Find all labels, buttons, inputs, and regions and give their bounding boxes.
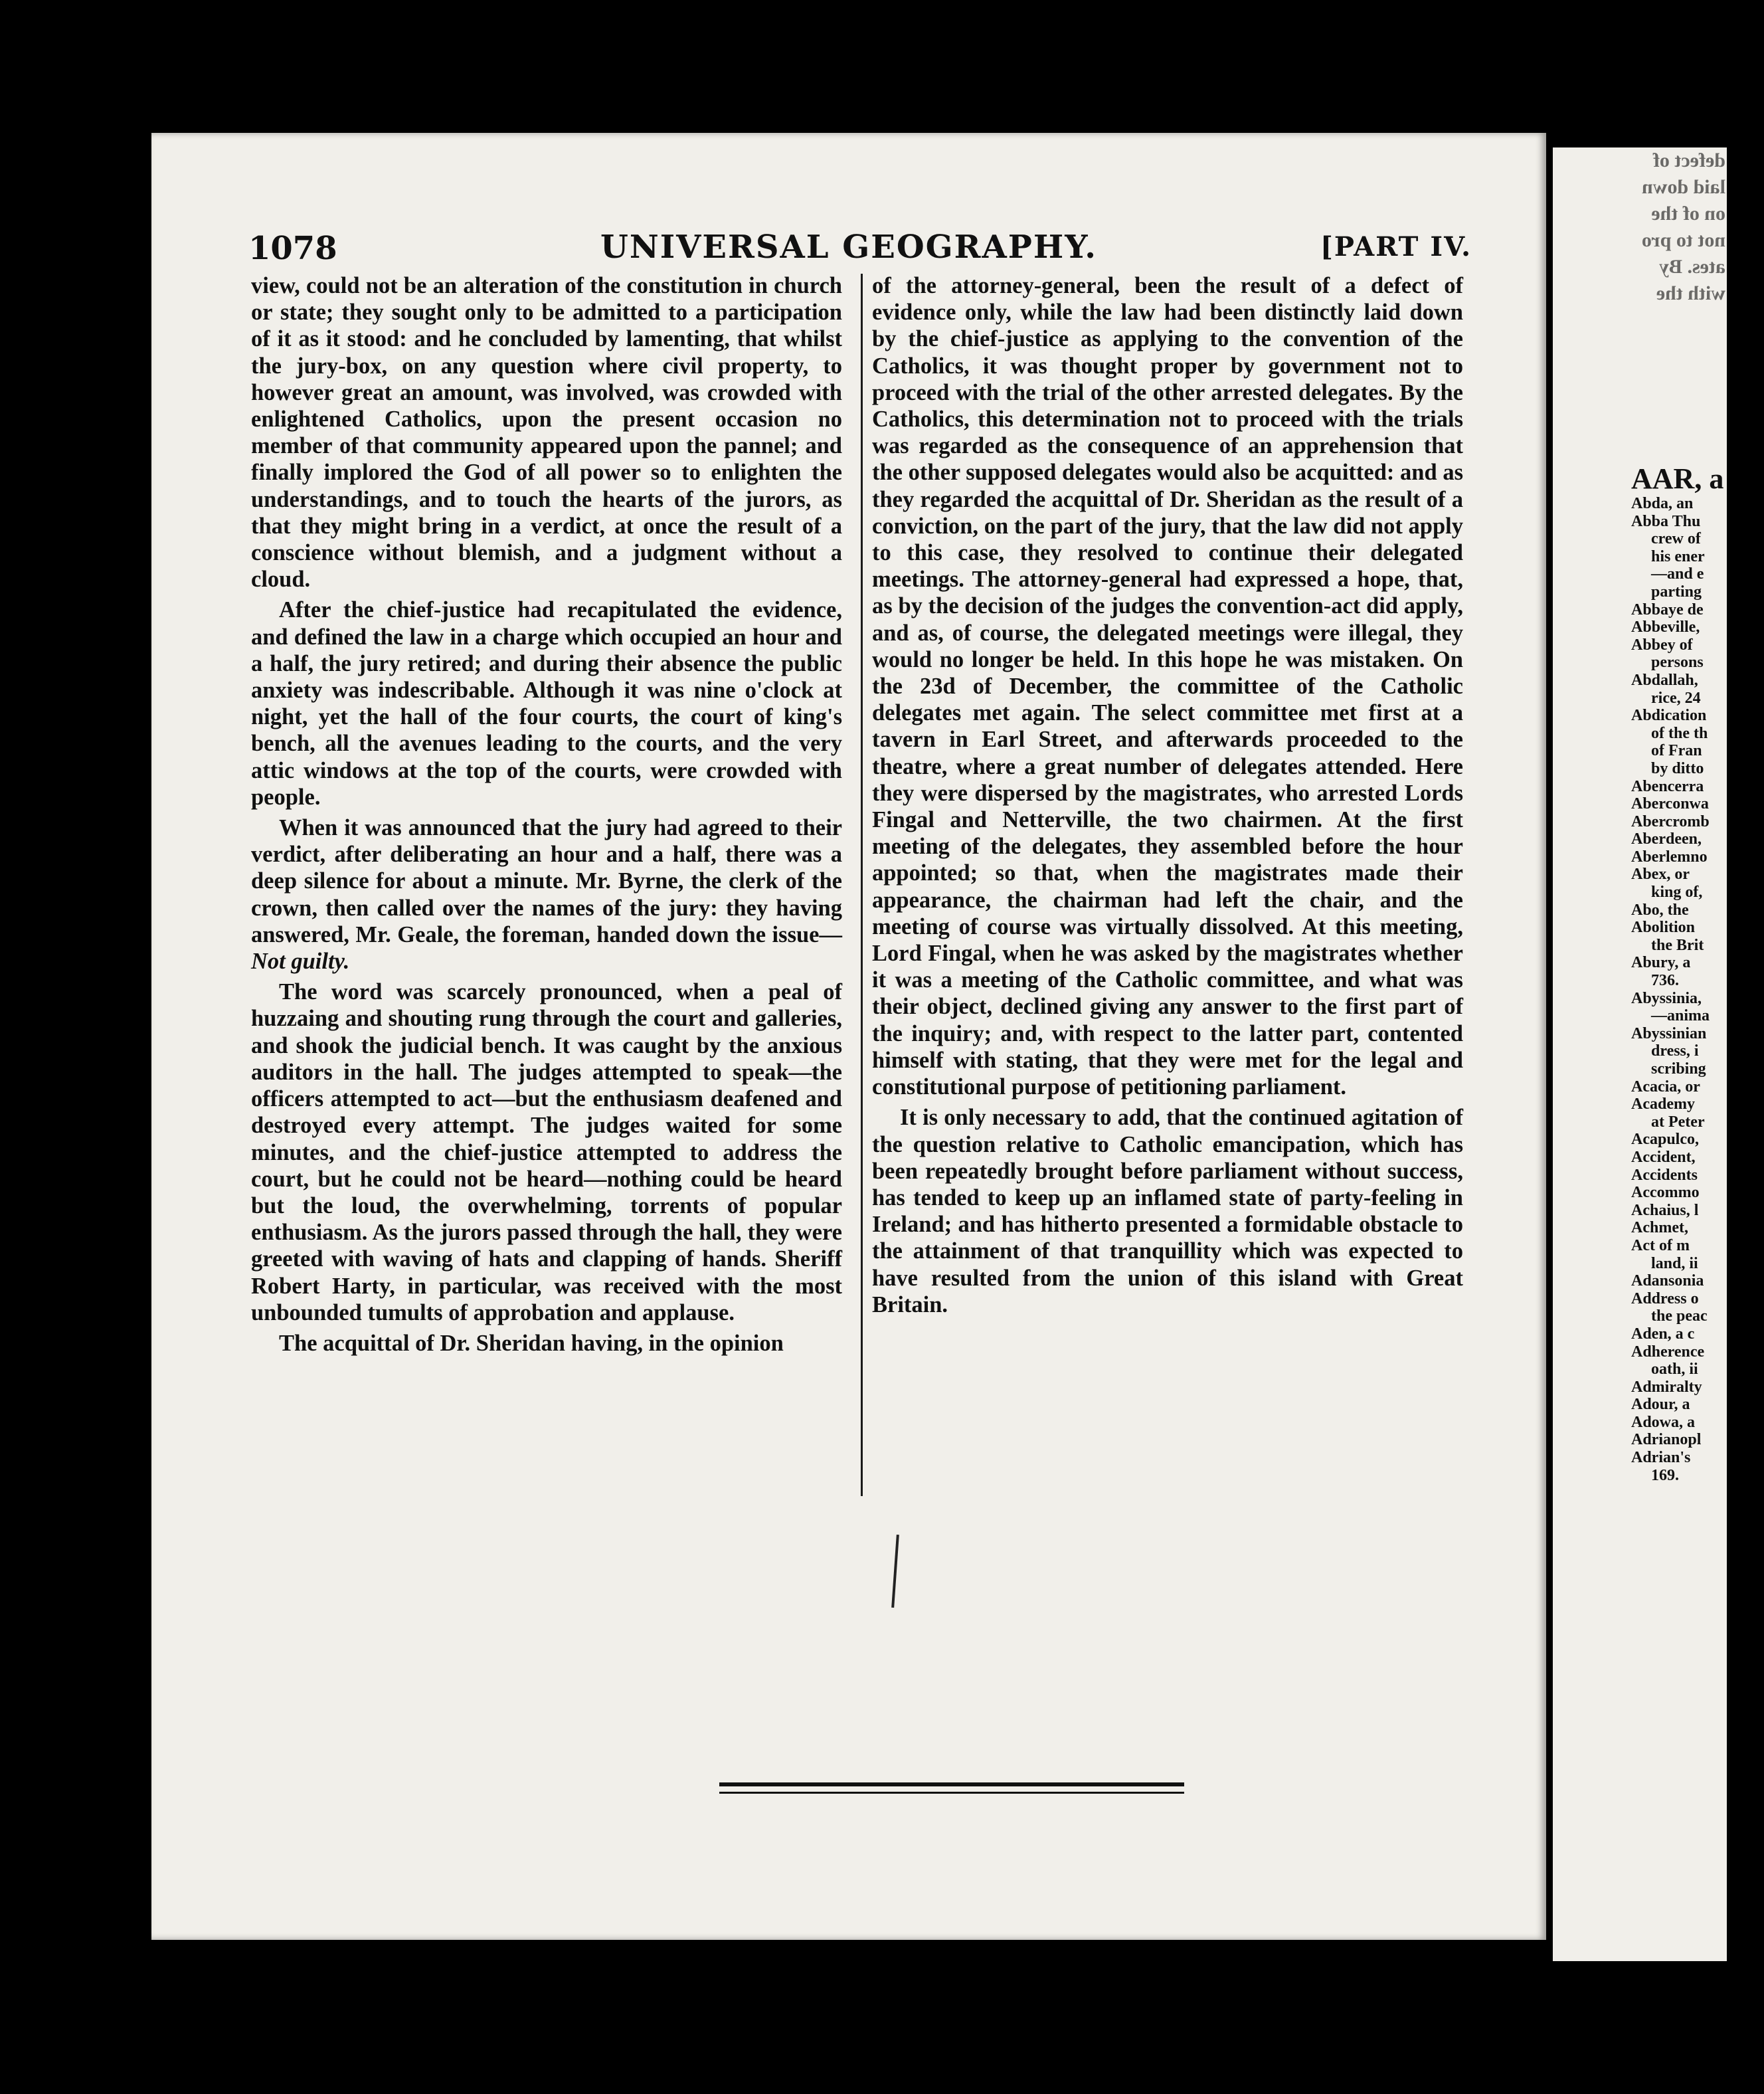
index-entry: Adherence [1631,1343,1705,1361]
index-entry: Abbeville, [1631,619,1700,636]
index-entry: Adrianopl [1631,1431,1702,1449]
index-entry: Aden, a c [1631,1325,1695,1343]
index-entry: the Brit [1651,936,1704,954]
index-entry: Abyssinia, [1631,989,1702,1007]
index-entry: parting [1651,583,1702,601]
ghost-line: with the [1656,282,1725,304]
index-entry: Abbaye de [1631,601,1704,619]
paragraph: When it was announced that the jury had agreed to their verdict, after deliberating an hour and a half, there was a deep silence for about a minute. Mr. Byrne, the clerk of the crown, then called over the names of the jury: they having answered, Mr. Geale, the foreman, handed down the issue—Not guilty. [251,815,842,975]
index-entry: Accidents [1631,1166,1698,1184]
index-entry: Adowa, a [1631,1413,1696,1431]
end-rule-thin [719,1792,1184,1794]
index-entry: persons [1651,654,1704,672]
facing-page [1553,147,1727,1961]
running-title: UNIVERSAL GEOGRAPHY. [600,229,1098,266]
paragraph: of the attorney-general, been the result of a defect of evidence only, while the law had been distinctly laid down by the chief-justice as applying to the convention of the Catholics, it was thought proper by government not to proceed with the trial of the other arrested delegates. By the Catholics, this determination not to proceed with the trials was regarded as the consequence of an apprehension that the other supposed delegates would also be acquitted: and as they regarded the acquittal of Dr. Sheridan as the result of a conviction, on the part of the jury, that the law did not apply to this case, they resolved to continue their delegated meetings. The attorney-general had expressed a hope, that, as by the decision of the judges the convention-act did apply, and as, of course, the delegated meetings were illegal, they would no longer be held. In this hope he was mistaken. On the 23d of December, the committee of the Catholic delegates met again. The select committee met first at a tavern in Earl Street, and afterwards proceeded to the theatre, where a great number of delegates attended. Here they were dispersed by the magistrates, who arrested Lords Fingal and Netterville, the two chairmen. At the first meeting of the delegates, they assembled before the hour appointed; so that, when the magistrates made their appearance, the chairman had left the chair, and the meeting of course was virtually dissolved. At this meeting, Lord Fingal, when he was asked by the magistrates whether it was a meeting of the Catholic committee, and what was their object, declined giving any answer to the first part of the inquiry; and, with respect to the latter part, contented himself with stating, that they were met for the legal and constitutional purpose of petitioning parliament. [872,273,1463,1100]
column-divider [861,274,863,1496]
paragraph: After the chief-justice had recapitulated the evidence, and defined the law in a charge which occupied an hour and a half, the jury retired; and during their absence the public anxiety was indescribable. Although it was nine o'clock at night, yet the hall of the four courts, the court of king's bench, all the avenues leading to the courts, and the very attic windows at the top of the courts, were crowded with people. [251,597,842,810]
index-entry: Abo, the [1631,901,1689,919]
index-entry: Abury, a [1631,954,1691,972]
index-entry: his ener [1651,547,1705,565]
index-entry: Abercromb [1631,812,1710,830]
index-entry: Aberdeen, [1631,830,1702,848]
index-entry: Acacia, or [1631,1078,1700,1095]
index-entry: Adansonia [1631,1272,1704,1290]
index-entry: Academy [1631,1095,1695,1113]
ghost-line: on of the [1651,203,1725,225]
index-entry: Abbey of [1631,636,1693,654]
index-entry: king of, [1651,884,1703,902]
index-entry: Abba Thu [1631,512,1701,530]
index-entry: the peac [1651,1307,1708,1325]
index-entry: by ditto [1651,759,1704,777]
index-entry: —and e [1651,565,1704,583]
index-entry: crew of [1651,530,1701,548]
index-entry: Aberlemno [1631,848,1708,866]
ink-mark [891,1535,899,1608]
index-entry: 169. [1651,1466,1679,1484]
index-entry: Abdication [1631,707,1707,725]
index-entry: Achaius, l [1631,1201,1699,1219]
index-entry: Abdallah, [1631,671,1698,689]
index-entry: Acapulco, [1631,1131,1699,1149]
index-entry: dress, i [1651,1042,1699,1060]
index-entry: 736. [1651,972,1679,990]
index-entry: Achmet, [1631,1219,1688,1237]
index-entry: Adour, a [1631,1396,1690,1414]
index-entry: rice, 24 [1651,689,1701,707]
index-entry: of Fran [1651,742,1702,760]
index-entry: oath, ii [1651,1361,1698,1379]
index-entry: Accommo [1631,1184,1700,1202]
facing-bleed-text [1593,147,1725,307]
book-page [151,133,1546,2058]
index-entry: Adrian's [1631,1449,1691,1467]
index-list [1631,463,1764,1484]
paragraph: The word was scarcely pronounced, when a peal of huzzaing and shouting rung through the court and galleries, and shook the judicial bench. It was caught by the anxious auditors in the hall. The judges attempted to speak—the officers attempted to act—but the enthusiasm deafened and destroyed every attempt. The judges waited for some minutes, and the chief-justice attempted to address the court, but he could not be heard—nothing could be heard but the loud, the overwhelming, torrents of popular enthusiasm. As the jurors passed through the hall, they were greeted with waving of hats and clapping of hands. Sheriff Robert Harty, in particular, was received with the most unbounded tumults of approbation and applause. [251,979,842,1325]
index-entry: Accident, [1631,1148,1696,1166]
index-entry: Aberconwa [1631,795,1709,813]
index-entry: Abyssinian [1631,1024,1707,1042]
end-rule-thick [719,1782,1184,1786]
index-entry: scribing [1651,1060,1706,1078]
index-entry: —anima [1651,1007,1710,1025]
part-label: [PART IV. [1320,231,1472,262]
ghost-line: ates. By [1659,256,1725,278]
ghost-line: defect of [1652,149,1725,171]
paragraph: view, could not be an alteration of the constitution in church or state; they sought only to be admitted to a participation of it as it stood: and he concluded by lamenting, that whilst the jury-box, on any question where civil property, to however great an amount, was involved, was crowded with enlightened Catholics, upon the present occasion no member of that community appeared upon the pannel; and finally implored the God of all power so to enlighten the understandings, and to touch the hearts of the jurors, as that they might bring in a verdict, at once the result of a conscience without blemish, and a judgment without a cloud. [251,273,842,593]
page-number: 1078 [248,230,337,267]
index-entry: Admiralty [1631,1378,1702,1396]
left-column [251,272,842,1361]
index-entry: Act of m [1631,1236,1690,1254]
ghost-line: laid down [1642,176,1725,198]
bleed-through-text [391,1687,1413,1887]
running-header [151,225,1546,271]
index-entry: Abex, or [1631,866,1690,884]
right-column [872,272,1463,1322]
index-entry: land, ii [1651,1254,1698,1272]
index-entry: Abda, an [1631,495,1694,512]
index-entry: AAR, a [1631,462,1724,495]
ghost-line: not to pro [1641,229,1725,251]
paragraph: It is only necessary to add, that the continued agitation of the question relative to Catholic emancipation, which has been repeatedly brought before parliament without success, has tended to keep up an inflamed state of party-feeling in Ireland; and has hitherto presented a formidable obstacle to the attainment of that tranquillity which was expected to have resulted from the union of this island with Great Britain. [872,1105,1463,1317]
index-entry: at Peter [1651,1113,1705,1131]
index-entry: Abencerra [1631,777,1704,795]
paragraph: The acquittal of Dr. Sheridan having, in the opinion [279,1330,784,1356]
index-entry: of the th [1651,724,1708,742]
scratch-mark: ↄ [1048,1990,1098,2058]
index-entry: Abolition [1631,919,1696,937]
index-entry: Address o [1631,1289,1699,1307]
